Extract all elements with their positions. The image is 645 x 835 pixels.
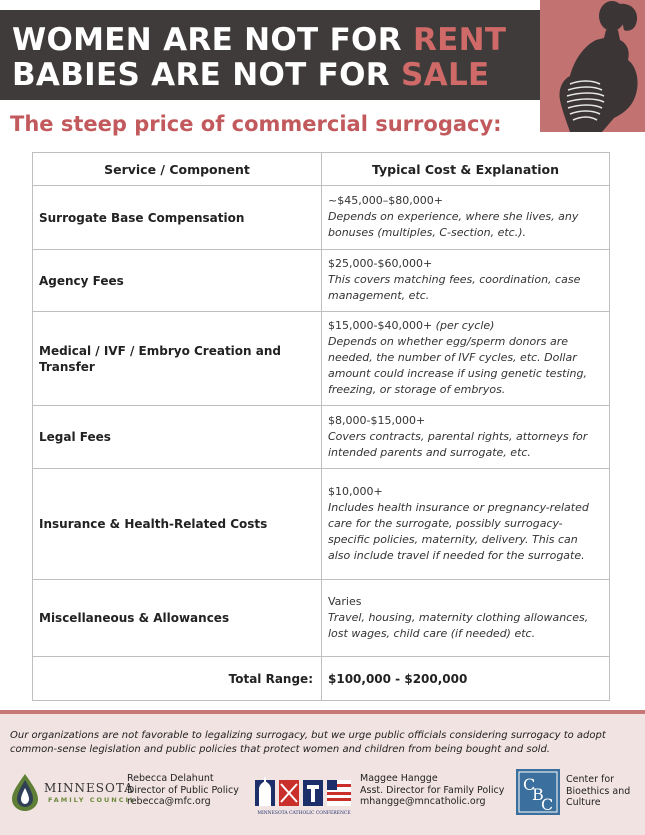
mfc-name: MINNESOTA [44,781,134,795]
price-text [328,413,603,429]
service-cell: Agency Fees [33,250,322,312]
table-row [33,406,610,469]
mfc-subname: FAMILY COUNCIL [48,796,137,804]
explanation-text: Depends on experience, where she lives, any bonuses (multiples, C-section, etc.). [328,210,579,239]
minnesota-catholic-conference-icon [254,775,354,809]
service-cell: Surrogate Base Compensation [33,186,322,250]
footer-statement: Our organizations are not favorable to legalizing surrogacy, but we urge public officials considering surrogacy to adopt common-sense legislation and public policies that protect women and children from being bought and sold. [10,730,606,755]
header-banner [0,10,540,100]
cbc-name-line: Culture [566,797,601,808]
mfc-contact-title: Director of Public Policy [127,784,239,796]
banner-line2-prefix: BABIES ARE NOT FOR [12,57,402,93]
service-cell: Legal Fees [33,406,322,469]
explanation-text: Includes health insurance or pregnancy-related care for the surrogate, possibly surrogacy-specific policies, maternity, delivery. This can also include travel if needed for the surrogate. [328,500,589,562]
table-header-row [33,153,610,186]
mfc-contact [127,773,239,808]
table-row [33,469,610,580]
cbc-monogram-icon [515,768,561,816]
table-row [33,250,610,312]
total-row [33,657,610,701]
banner-line2-accent: SALE [401,57,490,93]
cbc-letter-3: C [541,795,554,814]
banner-line-babies [12,57,490,93]
cbc-letter-2: B [532,785,544,804]
cost-cell [322,469,610,580]
explanation-text: Travel, housing, maternity clothing allowances, lost wages, child care (if needed) etc. [328,610,589,640]
cbc-letter-1: C [523,775,536,794]
cost-cell [322,186,610,250]
column-header-service: Service / Component [33,153,322,186]
mcc-contact-name: Maggee Hangge [360,773,438,784]
service-cell: Medical / IVF / Embryo Creation and Transfer [33,312,322,406]
service-cell: Insurance & Health-Related Costs [33,469,322,580]
mcc-contact-title: Asst. Director for Family Policy [360,784,505,796]
cost-table [32,152,610,701]
table-row [33,186,610,250]
price-text [328,318,603,334]
price-text [328,594,603,610]
cbc-name [566,774,630,809]
pregnant-woman-silhouette-icon [540,0,645,132]
mfc-contact-name: Rebecca Delahunt [127,773,214,784]
price-range: ~$45,000–$80,000+ [328,194,443,207]
cost-cell [322,580,610,657]
explanation-text: Depends on whether egg/sperm donors are needed, the number of IVF cycles, etc. Dollar amount could increase if using genetic testing, freezing, or storage of embryos. [328,335,587,396]
cbc-name-line: Bioethics and [566,785,631,797]
price-text [328,193,603,209]
footer [0,710,645,835]
banner-line-women [12,22,506,58]
mcc-name: MINNESOTA CATHOLIC CONFERENCE [257,811,351,816]
price-range: $25,000-$60,000+ [328,257,433,270]
minnesota-family-council-drop-icon [10,772,40,812]
total-value: $100,000 - $200,000 [322,657,610,701]
banner-line1-accent: RENT [412,22,507,58]
cost-cell [322,250,610,312]
mcc-contact [360,773,504,808]
table-row [33,580,610,657]
footer-divider [0,710,645,714]
explanation-text: Covers contracts, parental rights, attorneys for intended parents and surrogate, etc. [328,429,588,459]
cost-cell [322,312,610,406]
table-row [33,312,610,406]
price-range: $8,000-$15,000+ [328,413,426,427]
price-range: $10,000+ [328,484,383,498]
price-text [328,484,603,500]
explanation-text: This covers matching fees, coordination, case management, etc. [328,273,581,302]
price-range: $15,000-$40,000+ [328,319,433,332]
page-subtitle: The steep price of commercial surrogacy: [10,112,502,136]
cost-cell [322,406,610,469]
mcc-contact-email[interactable]: mhangge@mncatholic.org [360,796,486,807]
price-text [328,256,603,272]
total-label: Total Range: [33,657,322,701]
banner-line1-prefix: WOMEN ARE NOT FOR [12,22,413,58]
cbc-name-line: Center for [566,774,615,785]
mfc-contact-email[interactable]: rebecca@mfc.org [127,796,211,807]
price-range: Varies [328,594,362,608]
price-note: (per cycle) [435,319,495,332]
column-header-cost: Typical Cost & Explanation [322,153,610,186]
service-cell: Miscellaneous & Allowances [33,580,322,657]
